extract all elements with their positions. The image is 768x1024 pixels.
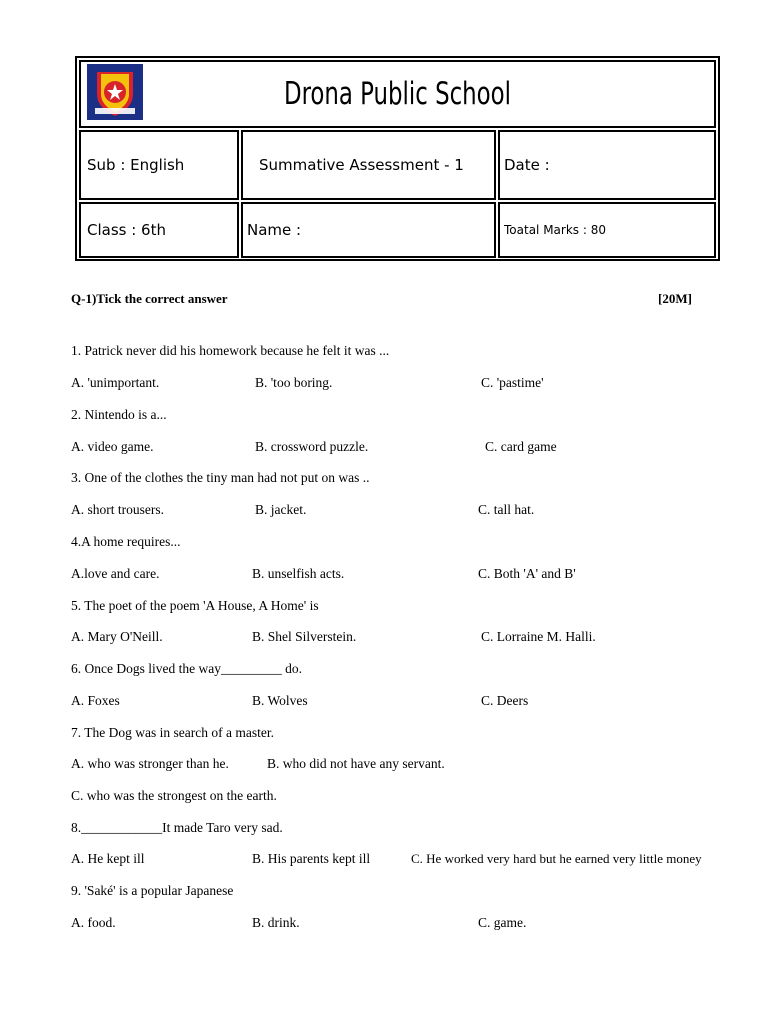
option-c: C. 'pastime' (481, 375, 544, 390)
option-a: A. video game. (71, 439, 154, 454)
question-text: 4.A home requires... (71, 534, 181, 549)
option-b: B. drink. (252, 915, 300, 930)
option-c: C. who was the strongest on the earth. (71, 788, 277, 803)
option-b: B. 'too boring. (255, 375, 333, 390)
option-c: C. card game (485, 439, 557, 454)
header-table (75, 56, 720, 261)
question-text: 5. The poet of the poem 'A House, A Home' is (71, 598, 319, 613)
option-b: B. unselfish acts. (252, 566, 345, 581)
option-a: A. who was stronger than he. (71, 756, 229, 771)
question-text: 6. Once Dogs lived the way_________ do. (71, 661, 302, 676)
section-marks: [20M] (658, 291, 692, 306)
subject-cell (79, 130, 239, 200)
option-c: C. tall hat. (478, 502, 535, 517)
section-heading: Q-1)Tick the correct answer (71, 291, 228, 306)
question-text: 7. The Dog was in search of a master. (71, 725, 274, 740)
option-c: C. Deers (481, 693, 529, 708)
question-text: 8.____________It made Taro very sad. (71, 820, 283, 835)
date-label: Date : (504, 156, 550, 174)
option-c: C. He worked very hard but he earned very little money (411, 851, 702, 866)
option-b: B. His parents kept ill (252, 851, 371, 866)
school-name: Drona Public School (283, 76, 512, 112)
option-a: A. Foxes (71, 693, 120, 708)
option-a: A. short trousers. (71, 502, 164, 517)
total-marks-cell (498, 202, 716, 258)
question-text: 9. 'Saké' is a popular Japanese (71, 883, 234, 898)
total-marks-label: Toatal Marks : 80 (504, 223, 606, 237)
title-row (79, 60, 716, 128)
option-c: C. game. (478, 915, 527, 930)
option-a: A. 'unimportant. (71, 375, 160, 390)
option-b: B. Wolves (252, 693, 308, 708)
class-cell (79, 202, 239, 258)
assessment-cell (241, 130, 496, 200)
option-a: A. food. (71, 915, 116, 930)
subject-label: Sub : English (87, 156, 185, 174)
option-c: C. Lorraine M. Halli. (481, 629, 596, 644)
assessment-label: Summative Assessment - 1 (259, 156, 464, 174)
name-cell (241, 202, 496, 258)
option-c: C. Both 'A' and B' (478, 566, 576, 581)
option-a: A.love and care. (71, 566, 160, 581)
school-logo (87, 64, 143, 120)
date-cell (498, 130, 716, 200)
option-b: B. crossword puzzle. (255, 439, 369, 454)
question-text: 2. Nintendo is a... (71, 407, 167, 422)
option-b: B. who did not have any servant. (267, 756, 445, 771)
name-label: Name : (247, 221, 302, 239)
option-a: A. Mary O'Neill. (71, 629, 163, 644)
question-text: 3. One of the clothes the tiny man had not put on was .. (71, 470, 370, 485)
option-a: A. He kept ill (71, 851, 145, 866)
option-b: B. Shel Silverstein. (252, 629, 357, 644)
class-label: Class : 6th (87, 221, 166, 239)
option-b: B. jacket. (255, 502, 307, 517)
question-text: 1. Patrick never did his homework because he felt it was ... (71, 343, 390, 358)
